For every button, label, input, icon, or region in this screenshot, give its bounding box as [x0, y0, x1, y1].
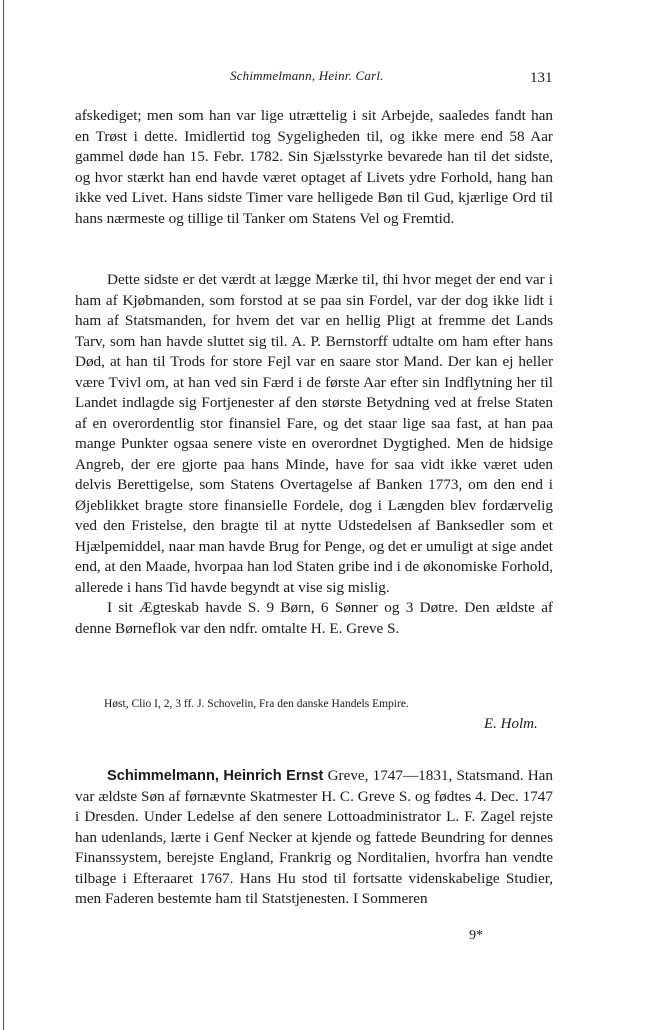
- paragraph: I sit Ægteskab havde S. 9 Børn, 6 Sønner og 3 Døtre. Den ældste af denne Børneflok var den ndfr. omtalte H. E. Greve S.: [75, 599, 553, 637]
- paragraph: afskediget; men som han var lige utrættelig i sit Arbejde, saaledes fandt han en Trøst i dette. Imidlertid tog Sygeligheden til, og ikke mere end 58 Aar gammel døde han 15. Febr. 1782. Sin Sjælsstyrke bevarede han til det sidste, og hvor stærkt han end havde været optaget af Livets ydre Forhold, hang han ikke ved Livet. Hans sidste Timer vare helligede Bøn til Gud, kjærlige Ord til hans nærmeste og tillige til Tanker om Statens Vel og Fremtid.: [75, 107, 553, 227]
- entry-paragraph: [75, 766, 553, 910]
- entry-text: Greve, 1747—1831, Statsmand. Han var ældste Søn af førnævnte Skatmester H. C. Greve S. og fødtes 4. Dec. 1747 i Dresden. Under Ledelse af den senere Lottoadministrator L. F. Zagel rejste han udenlands, lærte i Genf Necker at kjende og fattede Beundring for dennes Finanssystem, berejste England, Frankrig og Norditalien, hvorfra han vendte tilbage i Efteraaret 1767. Hans Hu stod til fortsatte videnskabelige Studier, men Faderen bestemte ham til Statstjenesten. I Sommeren: [75, 767, 553, 907]
- page-edge-line: [3, 0, 4, 1030]
- new-entry: [75, 766, 553, 910]
- article-continuation: [75, 106, 553, 229]
- running-head: Schimmelmann, Heinr. Carl.: [230, 68, 384, 83]
- article-body: [75, 270, 553, 639]
- author-signature: E. Holm.: [484, 716, 538, 732]
- paragraph: Dette sidste er det værdt at lægge Mærke til, thi hvor meget der end var i ham af Kjøbmanden, som forstod at se paa sin Fordel, var der dog ikke lidt i ham af Statsmanden, for hvem det var en hellig Pligt at fremme det Lands Tarv, som han havde sluttet sig til. A. P. Bernstorff udtalte om ham efter hans Død, at han til Trods for store Fejl var en saare stor Mand. Der kan ej heller være Tvivl om, at han ved sin Færd i de første Aar efter sin Indflytning her til Landet indlagde sig Fortjenester af den største Betydning ved at frelse Staten af en overordentlig stor finansiel Fare, og det staar lige saa fast, at han paa mange Punkter ogsaa senere viste en overordnet Dygtighed. Men de hidsige Angreb, der ere gjorte paa hans Minde, have for saa vidt ikke været uden delvis Berettigelse, som Statens Overtagelse af Banken 1773, om den end i Øjeblikket bragte store finansielle Fordele, dog i Længden blev fordærvelig ved den Fristelse, den bragte til at nytte Udstedelsen af Banksedler som et Hjælpemiddel, naar man havde Brug for Penge, og det er umuligt at sige andet end, at den Maade, hvorpaa han lod Staten gribe ind i de økonomiske Forhold, allerede i hans Tid havde begyndt at vise sig mislig.: [75, 271, 553, 596]
- entry-headword: Schimmelmann, Heinrich Ernst: [107, 768, 324, 784]
- page-number: 131: [530, 70, 553, 86]
- source-references: Høst, Clio I, 2, 3 ff. J. Schovelin, Fra den danske Handels Empire.: [104, 698, 409, 710]
- signature-mark: 9*: [469, 928, 483, 943]
